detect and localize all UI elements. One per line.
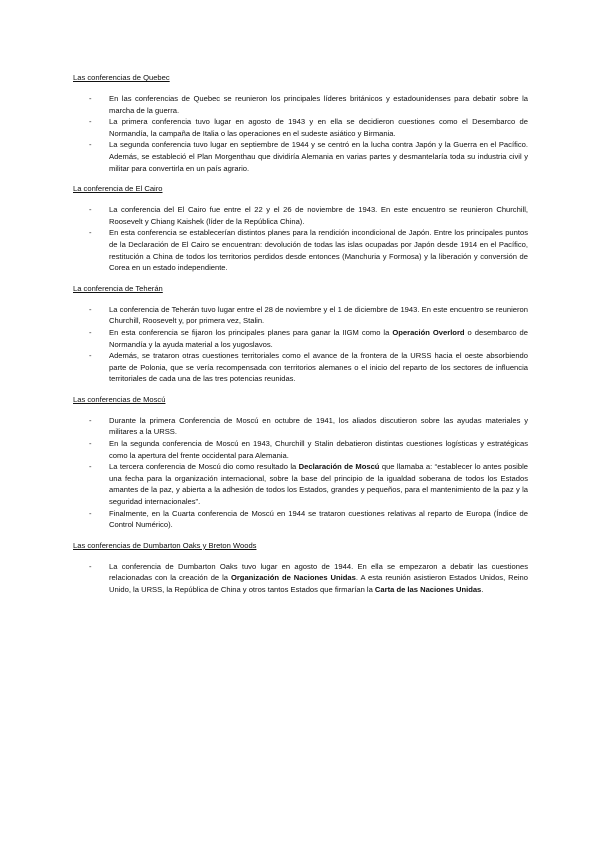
list-item [73, 561, 528, 596]
list-item [73, 304, 528, 327]
bold-term: Organización de Naciones Unidas [230, 573, 356, 583]
text-run: En las conferencias de Quebec se reunieron los principales líderes británicos y estadounidenses para debatir sobre la marcha de la guerra. [109, 94, 528, 115]
dash-bullet-icon: - [89, 205, 92, 215]
dash-bullet-icon: - [89, 561, 92, 571]
text-run: Durante la primera Conferencia de Moscú en octubre de 1941, los aliados discutieron sobre las ayudas materiales y militares a la URSS. [109, 415, 528, 437]
bold-term: Carta de las Naciones Unidas [374, 585, 482, 594]
section-heading: La conferencia de El Cairo [73, 184, 163, 194]
list-item [73, 139, 528, 174]
dash-bullet-icon: - [89, 439, 92, 449]
text-run: La conferencia de Dumbarton Oaks tuvo lugar en agosto de 1944. En ella se empezaron a debatir las cuestiones relacionadas con la creación de la [109, 561, 528, 583]
dash-bullet-icon: - [89, 462, 92, 472]
bullet-list [73, 304, 528, 385]
list-item [73, 116, 528, 139]
text-run: La segunda conferencia tuvo lugar en septiembre de 1944 y se centró en la lucha contra Japón y la Guerra en el Pacífico. Además, se estableció el Plan Morgenthau que dividiría Alemania en varias partes y desmantelaría toda su industria civil y militar para convertirla en un país agrario. [109, 140, 528, 173]
list-item [73, 93, 528, 116]
text-run: que llamaba a: “establecer lo antes posible una fecha para la organización internacional, sobre la base del principio de la igualdad soberana de todos los Estados amantes de la paz, y abierta a la adhesión de todos los Estados, grandes y pequeños, para el mantenimiento de la paz y la seguridad internacionales”. [109, 462, 529, 507]
text-run: La primera conferencia tuvo lugar en agosto de 1943 y en ella se decidieron cuestiones como el Desembarco de Normandía, la campaña de Italia o las operaciones en el sudeste asiático y Birmania. [109, 117, 528, 138]
dash-bullet-icon: - [89, 304, 92, 314]
list-item [73, 350, 528, 385]
section-heading: Las conferencias de Dumbarton Oaks y Breton Woods [73, 540, 257, 550]
dash-bullet-icon: - [89, 327, 92, 337]
section-heading: La conferencia de Teherán [73, 283, 163, 293]
dash-bullet-icon: - [89, 228, 92, 238]
list-item [73, 327, 528, 350]
dash-bullet-icon: - [89, 415, 92, 425]
dash-bullet-icon: - [89, 117, 92, 127]
bullet-list [73, 204, 528, 274]
text-run: En esta conferencia se fijaron los principales planes para ganar la IIGM como la [109, 327, 393, 337]
dash-bullet-icon: - [89, 351, 92, 361]
section-heading: Las conferencias de Quebec [73, 73, 170, 82]
document-body [73, 72, 528, 605]
text-run: o desembarco de Normandía y la ayuda material a los yugoslavos. [109, 327, 528, 349]
list-item [73, 204, 528, 227]
text-run: La conferencia de Teherán tuvo lugar entre el 28 de noviembre y el 1 de diciembre de 1943. En este encuentro se reunieron Churchill, Roosevelt y, por primera vez, Stalin. [109, 304, 528, 326]
list-item [73, 438, 528, 461]
dash-bullet-icon: - [89, 508, 92, 518]
text-run: En la segunda conferencia de Moscú en 1943, Churchill y Stalin debatieron distintas cuestiones logísticas y estratégicas como la apertura del frente occidental para Alemania. [109, 439, 528, 460]
list-item [73, 415, 528, 438]
dash-bullet-icon: - [89, 94, 92, 103]
section-heading: Las conferencias de Moscú [73, 394, 166, 404]
text-run: La conferencia del El Cairo fue entre el 22 y el 26 de noviembre de 1943. En este encuentro se reunieron Churchill, Roosevelt y Chiang Kaishek (líder de la República China). [109, 205, 528, 226]
list-item [73, 461, 528, 507]
bullet-list [73, 561, 528, 596]
text-run: Finalmente, en la Cuarta conferencia de Moscú en 1944 se trataron cuestiones relativas al reparto de Europa (Índice de Control Numérico). [109, 508, 528, 530]
bullet-list [73, 415, 528, 531]
text-run: En esta conferencia se establecerían distintos planes para la rendición incondicional de Japón. Entre los principales puntos de la Declaración de El Cairo se encuentran: devolución de todas las islas ocupadas por Japón desde 1914 en el Pacífico, restitución a China de todos los territorios perdidos desde entonces (Manchuria y Formosa) y la liberación y conversión de Corea en un estado independiente. [109, 228, 528, 273]
text-run: Además, se trataron otras cuestiones territoriales como el avance de la frontera de la URSS hacia el oeste absorbiendo parte de Polonia, que se vería recompensada con territorios alemanes o el inicio del reparto de los sectores de influencia territoriales de cada una de las tres potencias reunidas. [109, 351, 528, 384]
bold-term: Declaración de Moscú [298, 462, 380, 472]
list-item [73, 227, 528, 273]
text-run: . [481, 585, 484, 594]
text-run: La tercera conferencia de Moscú dio como resultado la [109, 462, 299, 472]
text-run: . A esta reunión asistieron Estados Unidos, Reino Unido, la URSS, la República de China y otros tantos Estados que firmarían la [109, 573, 528, 594]
list-item [73, 508, 528, 531]
bullet-list [73, 93, 528, 174]
dash-bullet-icon: - [89, 140, 92, 150]
bold-term: Operación Overlord [392, 327, 465, 337]
